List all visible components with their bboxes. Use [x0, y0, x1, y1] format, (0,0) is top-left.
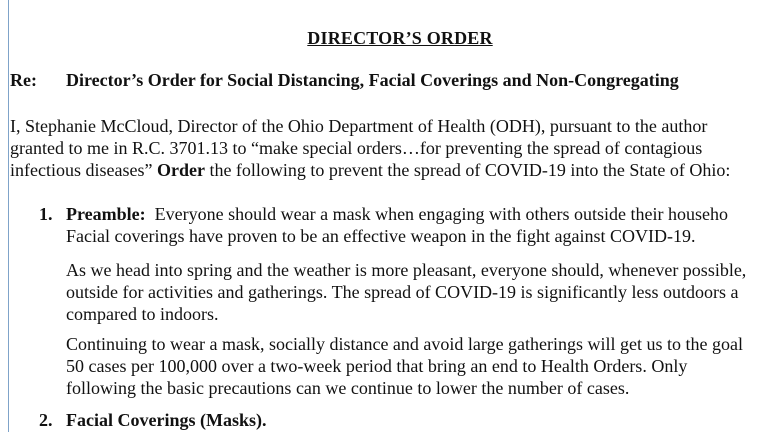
section-1-line-6: Continuing to wear a mask, socially distance and avoid large gatherings will get us to the goal [66, 334, 744, 354]
section-2-heading: Facial Coverings (Masks). [66, 410, 267, 430]
intro-line-2: granted to me in R.C. 3701.13 to “make special orders…for preventing the spread of contagious [10, 138, 703, 158]
section-1-line-8: following the basic precautions can we continue to lower the number of cases. [66, 378, 630, 398]
section-2-number: 2. [39, 410, 53, 430]
document-title: DIRECTOR’S ORDER [307, 28, 493, 48]
section-1-heading: Preamble: [66, 204, 146, 224]
section-1-line-2: Facial coverings have proven to be an effective weapon in the fight against COVID-19. [66, 226, 696, 246]
section-1-line-3: As we head into spring and the weather is more pleasant, everyone should, whenever possible, [66, 260, 747, 280]
intro-line-1: I, Stephanie McCloud, Director of the Ohio Department of Health (ODH), pursuant to the author [10, 116, 708, 136]
re-label: Re: [10, 70, 37, 90]
intro-line-3-pre: infectious diseases” [10, 160, 157, 180]
section-1-line-5: compared to indoors. [66, 304, 219, 324]
intro-order-word: Order [156, 160, 205, 180]
section-1-number: 1. [39, 204, 53, 224]
section-1-line-4: outside for activities and gatherings. The spread of COVID-19 is significantly less outdoors a [66, 282, 739, 302]
section-1-first-line [66, 204, 728, 225]
intro-line-3 [10, 160, 730, 181]
section-1-first-line-text: Everyone should wear a mask when engaging with others outside their househo [145, 204, 729, 224]
section-1-line-7: 50 cases per 100,000 over a two-week period that bring an end to Health Orders. Only [66, 356, 688, 376]
margin-line [8, 0, 9, 432]
intro-line-3-post: the following to prevent the spread of COVID-19 into the State of Ohio: [204, 160, 731, 180]
re-subject: Director’s Order for Social Distancing, Facial Coverings and Non-Congregating [66, 70, 679, 90]
